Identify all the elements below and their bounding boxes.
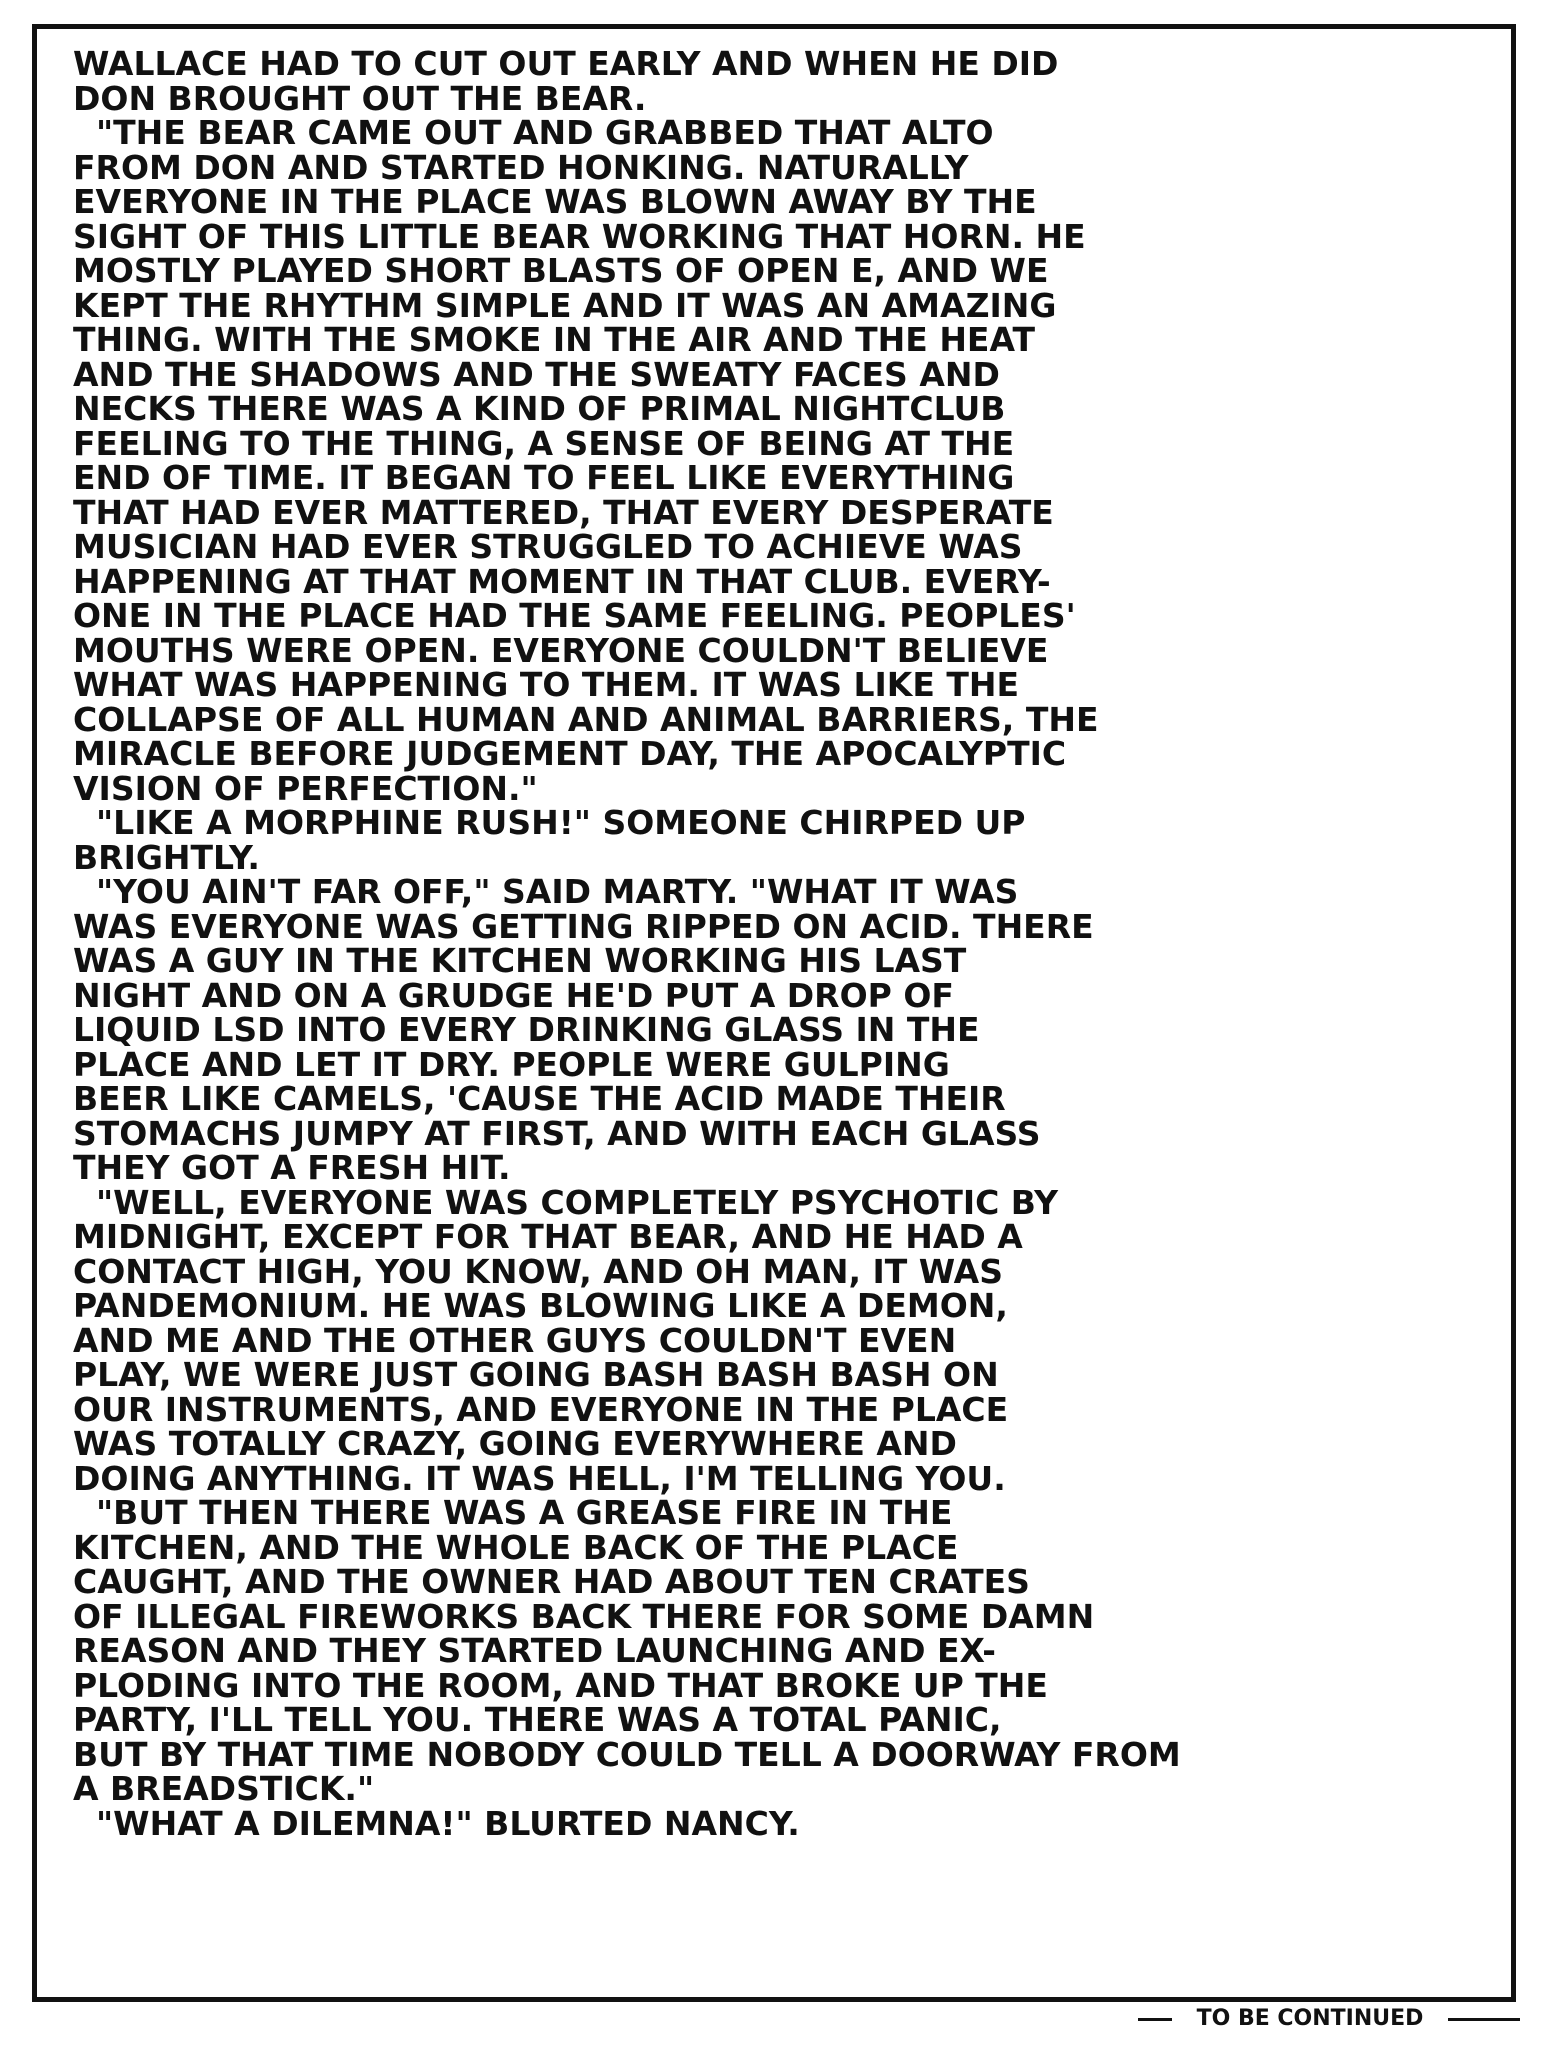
text-line: "WHAT A DILEMNA!" BLURTED NANCY.	[73, 1803, 800, 1843]
text-line: MIRACLE BEFORE JUDGEMENT DAY, THE APOCALYPTIC	[73, 734, 1067, 773]
text-line: MIDNIGHT, EXCEPT FOR THAT BEAR, AND HE HAD A	[73, 1217, 1023, 1256]
handwritten-text-block	[73, 44, 1491, 1843]
text-line: A BREADSTICK."	[73, 1769, 375, 1808]
text-line: SIGHT OF THIS LITTLE BEAR WORKING THAT HORN. HE	[73, 216, 1086, 256]
text-line: PLAY, WE WERE JUST GOING BASH BASH BASH ON	[73, 1355, 999, 1394]
text-line: VISION OF PERFECTION."	[73, 768, 538, 808]
text-line: WHAT WAS HAPPENING TO THEM. IT WAS LIKE THE	[73, 665, 1020, 704]
text-line: NECKS THERE WAS A KIND OF PRIMAL NIGHTCLUB	[73, 389, 1006, 428]
text-line: EVERYONE IN THE PLACE WAS BLOWN AWAY BY THE	[73, 182, 1037, 221]
text-line: "WELL, EVERYONE WAS COMPLETELY PSYCHOTIC BY	[73, 1182, 1059, 1222]
text-line: PLACE AND LET IT DRY. PEOPLE WERE GULPING	[73, 1044, 950, 1084]
text-line: WAS EVERYONE WAS GETTING RIPPED ON ACID. THERE	[73, 906, 1094, 946]
footer-rule-left	[1138, 2018, 1172, 2021]
text-line: REASON AND THEY STARTED LAUNCHING AND EX-	[73, 1631, 996, 1670]
text-line: OF ILLEGAL FIREWORKS BACK THERE FOR SOME DAMN	[73, 1596, 1095, 1636]
text-line: MUSICIAN HAD EVER STRUGGLED TO ACHIEVE WAS	[73, 527, 1023, 566]
text-line: MOUTHS WERE OPEN. EVERYONE COULDN'T BELIEVE	[73, 630, 1049, 670]
text-line: WAS TOTALLY CRAZY, GOING EVERYWHERE AND	[73, 1424, 957, 1463]
text-line: CAUGHT, AND THE OWNER HAD ABOUT TEN CRATES	[73, 1562, 1030, 1601]
text-line: THAT HAD EVER MATTERED, THAT EVERY DESPERATE	[73, 492, 1054, 532]
text-line: KITCHEN, AND THE WHOLE BACK OF THE PLACE	[73, 1527, 959, 1567]
text-line: "YOU AIN'T FAR OFF," SAID MARTY. "WHAT IT WAS	[73, 872, 1019, 911]
text-line: PANDEMONIUM. HE WAS BLOWING LIKE A DEMON,	[73, 1286, 1008, 1325]
text-line: ONE IN THE PLACE HAD THE SAME FEELING. PEOPLES'	[73, 596, 1076, 635]
to-be-continued-label: TO BE CONTINUED	[1196, 2006, 1424, 2031]
comic-panel	[32, 24, 1516, 2002]
text-line: WALLACE HAD TO CUT OUT EARLY AND WHEN HE DID	[73, 44, 1059, 83]
text-line: PARTY, I'LL TELL YOU. THERE WAS A TOTAL PANIC,	[73, 1700, 1002, 1739]
text-line: PLODING INTO THE ROOM, AND THAT BROKE UP THE	[73, 1665, 1048, 1705]
footer-rule-right	[1448, 2018, 1520, 2021]
text-line: KEPT THE RHYTHM SIMPLE AND IT WAS AN AMAZING	[73, 285, 1057, 325]
text-line: "THE BEAR CAME OUT AND GRABBED THAT ALTO	[73, 113, 994, 152]
text-line: FROM DON AND STARTED HONKING. NATURALLY	[73, 147, 969, 187]
text-line: "BUT THEN THERE WAS A GREASE FIRE IN THE	[73, 1493, 953, 1532]
text-line: OUR INSTRUMENTS, AND EVERYONE IN THE PLACE	[73, 1389, 1009, 1429]
text-line: AND ME AND THE OTHER GUYS COULDN'T EVEN	[73, 1320, 957, 1360]
text-line: LIQUID LSD INTO EVERY DRINKING GLASS IN THE	[73, 1010, 980, 1049]
text-line: HAPPENING AT THAT MOMENT IN THAT CLUB. EVERY-	[73, 561, 1051, 601]
text-line: THEY GOT A FRESH HIT.	[73, 1148, 511, 1187]
text-line: DOING ANYTHING. IT WAS HELL, I'M TELLING YOU.	[73, 1458, 1006, 1498]
text-line: BRIGHTLY.	[73, 837, 260, 877]
text-line: COLLAPSE OF ALL HUMAN AND ANIMAL BARRIERS, THE	[73, 699, 1099, 739]
text-line: FEELING TO THE THING, A SENSE OF BEING AT THE	[73, 423, 1015, 463]
text-line: DON BROUGHT OUT THE BEAR.	[73, 78, 647, 118]
text-line: NIGHT AND ON A GRUDGE HE'D PUT A DROP OF	[73, 975, 954, 1015]
text-line: AND THE SHADOWS AND THE SWEATY FACES AND	[73, 354, 1000, 394]
text-line: CONTACT HIGH, YOU KNOW, AND OH MAN, IT WAS	[73, 1251, 1003, 1291]
text-line: END OF TIME. IT BEGAN TO FEEL LIKE EVERYTHING	[73, 458, 1015, 497]
text-line: WAS A GUY IN THE KITCHEN WORKING HIS LAST	[73, 941, 967, 980]
text-line: BUT BY THAT TIME NOBODY COULD TELL A DOORWAY FROM	[73, 1734, 1181, 1774]
text-line: BEER LIKE CAMELS, 'CAUSE THE ACID MADE THEIR	[73, 1079, 1006, 1118]
text-line: THING. WITH THE SMOKE IN THE AIR AND THE HEAT	[73, 320, 1035, 359]
text-line: "LIKE A MORPHINE RUSH!" SOMEONE CHIRPED UP	[73, 803, 1026, 842]
text-line: MOSTLY PLAYED SHORT BLASTS OF OPEN E, AND WE	[73, 251, 1049, 290]
text-line: STOMACHS JUMPY AT FIRST, AND WITH EACH GLASS	[73, 1113, 1041, 1153]
